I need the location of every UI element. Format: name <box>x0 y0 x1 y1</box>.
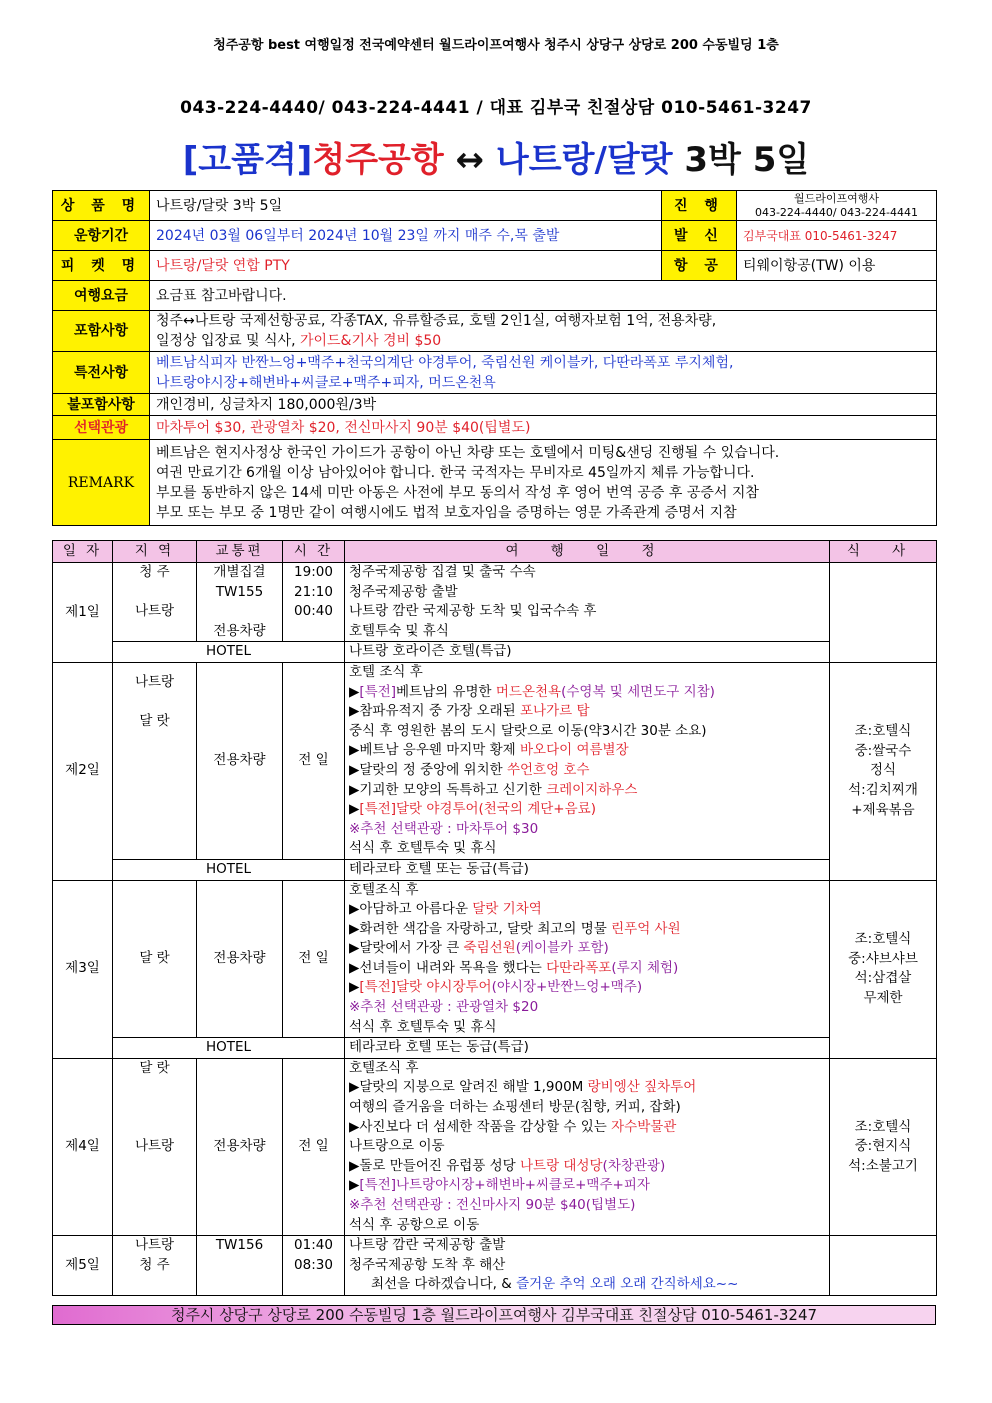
day4-itinerary <box>345 1058 830 1235</box>
day5-transport: TW156 <box>197 1236 283 1296</box>
page-title <box>0 138 992 182</box>
day2-hotel-row <box>53 859 937 880</box>
day3-item-4 <box>349 939 825 959</box>
day1-hotel-row <box>53 642 937 663</box>
day2-item-8 <box>349 800 825 820</box>
day4-item-9: 석식 후 공항으로 이동 <box>349 1216 480 1233</box>
agency-phone: 043-224-4440/ 043-224-4441 <box>754 205 919 219</box>
day2-label: 제2일 <box>53 662 113 880</box>
day3-hotel: 테라코타 호텔 또는 동급(특급) <box>345 1038 830 1059</box>
day2-item-7 <box>349 781 825 801</box>
day4-item-5: 나트랑으로 이동 <box>349 1138 445 1155</box>
day1-item-2: 청주국제공항 출발 <box>349 583 458 600</box>
included-line-1: 청주↔나트랑 국제선항공료, 각종TAX, 유류할증료, 호텔 2인1실, 여행자보험 1억, 전용차량, <box>156 313 717 329</box>
day5-closing-highlight: 즐거운 추억 오래 오래 간직하세요~~ <box>516 1276 739 1293</box>
day2-meal-3: 정식 <box>869 762 897 779</box>
included-line-2 <box>156 331 930 351</box>
day3-item-3-highlight: 린푸억 사원 <box>611 920 681 937</box>
included-label: 포함사항 <box>53 311 150 352</box>
day4-item-1: 호텔조식 후 <box>349 1059 419 1076</box>
period-label: 운항기간 <box>53 221 150 251</box>
day3-item-2-text: ▶아담하고 아름다운 <box>349 901 473 918</box>
day1-time-3: 00:40 <box>294 603 333 620</box>
day4-item-7 <box>349 1176 825 1196</box>
day3-item-1: 호텔조식 후 <box>349 881 419 898</box>
col-time-header: 시 간 <box>283 541 345 563</box>
header-phone-line: 043-224-4440/ 043-224-4441 / 대표 김부국 친절상담 010-5461-3247 <box>180 98 812 118</box>
day2-item-1: 호텔 조식 후 <box>349 663 423 680</box>
day3-item-3 <box>349 920 825 940</box>
day2-option: ※추천 선택관광 : 마차투어 $30 <box>349 820 539 837</box>
day5-time-1: 01:40 <box>294 1237 333 1254</box>
special-value <box>150 352 937 394</box>
day3-item-5-highlight: 다딴라폭포 <box>546 959 612 976</box>
day2-region <box>113 662 197 859</box>
col-transport-header: 교통편 <box>197 541 283 563</box>
day4-spacer-1 <box>113 1078 196 1098</box>
special-label: 특전사항 <box>53 352 150 394</box>
day3-row <box>53 880 937 1038</box>
day2-item-3-highlight: 포나가르 탑 <box>520 703 590 720</box>
day4-option: ※추천 선택관광 : 전신마사지 90분 $40(팁별도) <box>349 1197 636 1213</box>
day2-item-7-text: ▶기괴한 모양의 독특하고 신기한 <box>349 781 547 798</box>
day1-region-2: 나트랑 <box>134 603 175 620</box>
guide-fee-note: 가이드&기사 경비 $50 <box>299 333 442 349</box>
day3-item-6-highlight: [특전]달랏 야시장투어 <box>359 979 492 996</box>
day1-transport-3 <box>197 602 282 622</box>
day3-itinerary <box>345 880 830 1038</box>
day3-hotel-label: HOTEL <box>113 1038 345 1059</box>
day3-item-2 <box>349 900 825 920</box>
col-meal-header: 식 사 <box>830 541 937 563</box>
day2-region-2: 달 랏 <box>139 713 170 730</box>
day2-meal-5: +제육볶음 <box>851 801 915 818</box>
day3-item-5-note: (루지 체험) <box>611 959 679 976</box>
excluded-label: 불포함사항 <box>53 394 150 416</box>
day2-item-2-text: 베트남의 유명한 <box>396 683 496 700</box>
col-day-header: 일 자 <box>53 541 113 563</box>
day4-item-7-highlight: [특전]나트랑야시장+해변바+씨클로+맥주+피자 <box>359 1177 650 1194</box>
product-info-table <box>52 190 937 526</box>
day5-row <box>53 1236 937 1296</box>
day2-item-6-highlight: 쑤언흐엉 호수 <box>506 761 590 778</box>
title-prefix: [고품격] <box>182 140 313 180</box>
day1-region-1: 청 주 <box>139 564 170 580</box>
day4-transport: 전용차량 <box>197 1058 283 1235</box>
day3-option: ※추천 선택관광 : 관광열차 $20 <box>349 999 539 1016</box>
day4-meal-2: 중:현지식 <box>854 1138 912 1155</box>
day4-region <box>113 1058 197 1235</box>
airline-value: 티웨이항공(TW) 이용 <box>737 251 937 281</box>
airline-label: 항 공 <box>662 251 737 281</box>
day3-item-5 <box>349 959 825 979</box>
day5-item-2: 청주국제공항 도착 후 해산 <box>349 1256 506 1273</box>
day3-meal-3: 석:삼겹살 <box>854 970 912 987</box>
day3-item-6-note: (야시장+반짠느엉+맥주) <box>491 979 643 996</box>
day1-itinerary <box>345 563 830 642</box>
day1-label: 제1일 <box>53 563 113 663</box>
day1-meals <box>830 563 937 663</box>
day4-item-6-highlight: 나트랑 대성당 <box>520 1157 603 1174</box>
day4-item-2-highlight: 랑비엥산 짚차투어 <box>587 1079 697 1096</box>
bullet-icon: ▶ <box>349 801 360 818</box>
day4-region-1: 달 랏 <box>139 1059 170 1076</box>
day4-item-6-note: (차창관광) <box>602 1157 666 1174</box>
day3-item-4-text: ▶달랏에서 가장 큰 <box>349 940 464 957</box>
special-line-1: 베트남식피자 반짠느엉+맥주+천국의계단 야경투어, 죽림선원 케이블카, 다딴라폭포 루지체험, <box>156 354 734 371</box>
day5-closing-text: 최선을 다하겠습니다, & <box>371 1276 517 1293</box>
day2-item-2 <box>349 683 825 703</box>
day2-item-4: 중식 후 영원한 봄의 도시 달랏으로 이동(약3시간 30분 소요) <box>349 722 707 739</box>
day1-region <box>113 563 197 642</box>
day5-itinerary <box>345 1236 830 1296</box>
day5-item-1: 나트랑 깜란 국제공항 출발 <box>349 1237 506 1254</box>
remark-line-1: 베트남은 현지사정상 한국인 가이드가 공항이 아닌 차량 또는 호텔에서 미팅&샌딩 진행될 수 있습니다. <box>156 444 780 461</box>
day1-transport-2: TW155 <box>215 583 264 600</box>
excluded-value: 개인경비, 싱글차지 180,000원/3박 <box>150 394 937 416</box>
included-value <box>150 311 937 352</box>
day4-item-4-text: ▶사진보다 더 섬세한 작품을 감상할 수 있는 <box>349 1118 612 1135</box>
day2-item-5 <box>349 741 825 761</box>
day1-item-3: 나트랑 깜란 국제공항 도착 및 입국수속 후 <box>349 603 597 620</box>
day4-spacer-2 <box>113 1098 196 1118</box>
day2-meal-2: 중:쌀국수 <box>854 742 912 759</box>
day2-meal-1: 조:호텔식 <box>854 723 912 740</box>
day2-item-10: 석식 후 호텔투숙 및 휴식 <box>349 840 497 857</box>
day4-time: 전 일 <box>283 1058 345 1235</box>
product-name-label: 상 품 명 <box>53 191 150 221</box>
product-name-value: 나트랑/달랏 3박 5일 <box>150 191 662 221</box>
day3-meal-1: 조:호텔식 <box>854 930 912 947</box>
bullet-icon: ▶ <box>349 1177 360 1194</box>
option-label: 선택관광 <box>53 416 150 440</box>
sender-label: 발 신 <box>662 221 737 251</box>
day4-item-3: 여행의 즐거움을 더하는 쇼핑센터 방문(침향, 커피, 잡화) <box>349 1099 681 1116</box>
day3-hotel-row <box>53 1038 937 1059</box>
day3-item-6 <box>349 978 825 998</box>
col-region-header: 지 역 <box>113 541 197 563</box>
day2-hotel-label: HOTEL <box>113 859 345 880</box>
title-from: 청주공항 <box>312 140 444 180</box>
day3-label: 제3일 <box>53 880 113 1058</box>
header-address-line: 청주공항 best 여행일정 전국예약센터 월드라이프여행사 청주시 상당구 상당로 200 수동빌딩 1층 <box>213 38 779 53</box>
day5-closing <box>349 1275 825 1295</box>
day3-item-2-highlight: 달랏 기차역 <box>472 901 542 918</box>
day2-transport: 전용차량 <box>197 662 283 859</box>
sender-value: 김부국대표 010-5461-3247 <box>737 221 937 251</box>
period-value: 2024년 03월 06일부터 2024년 10월 23일 까지 매주 수,목 출발 <box>150 221 662 251</box>
day1-times <box>283 563 345 642</box>
fee-value: 요금표 참고바랍니다. <box>150 281 937 311</box>
remark-value <box>150 440 937 526</box>
day2-item-2-highlight: 머드온천욕 <box>495 683 562 700</box>
day2-time: 전 일 <box>283 662 345 859</box>
itinerary-table <box>52 540 937 1296</box>
included-line-2a: 일정상 입장료 및 식사, <box>156 333 300 349</box>
day1-hotel: 나트랑 호라이즌 호텔(특급) <box>345 642 830 663</box>
day1-hotel-label: HOTEL <box>113 642 345 663</box>
day2-meal-4: 석:김치찌개 <box>848 782 918 799</box>
day1-time-2: 21:10 <box>294 583 333 600</box>
day5-region <box>113 1236 197 1296</box>
day2-region-1: 나트랑 <box>134 673 175 690</box>
col-itinerary-header: 여 행 일 정 <box>345 541 830 563</box>
option-value: 마차투어 $30, 관광열차 $20, 전신마사지 90분 $40(팁별도) <box>150 416 937 440</box>
day3-item-5-text: ▶선녀들이 내려와 목욕을 했다는 <box>349 959 547 976</box>
day4-item-2 <box>349 1078 825 1098</box>
day2-item-6-text: ▶달랏의 정 중앙에 위치한 <box>349 761 507 778</box>
agency-name: 월드라이프여행사 <box>793 191 879 205</box>
bullet-icon: ▶ <box>349 979 360 996</box>
day4-spacer-3 <box>113 1118 196 1138</box>
day3-item-3-text: ▶화려한 색감을 자랑하고, 달랏 최고의 명물 <box>349 920 612 937</box>
day5-label: 제5일 <box>53 1236 113 1296</box>
remark-line-3: 부모를 동반하지 않은 14세 미만 아동은 사전에 부모 동의서 작성 후 영어 번역 공증 후 공증서 지참 <box>156 484 759 501</box>
day4-item-4 <box>349 1118 825 1138</box>
day4-item-2-text: ▶달랏의 지붕으로 알려진 해발 1,900M <box>349 1079 588 1096</box>
day1-transport-4: 전용차량 <box>213 622 266 639</box>
day3-item-8: 석식 후 호텔투숙 및 휴식 <box>349 1018 497 1035</box>
day2-hotel: 테라코타 호텔 또는 동급(특급) <box>345 859 830 880</box>
day2-item-8-highlight: [특전]달랏 야경투어(천국의 계단+음료) <box>359 801 596 818</box>
day4-meals <box>830 1058 937 1235</box>
ticket-label: 피 켓 명 <box>53 251 150 281</box>
special-tag: [특전] <box>359 683 397 700</box>
day2-item-7-highlight: 크레이지하우스 <box>546 781 638 798</box>
day3-meal-4: 무제한 <box>863 989 903 1006</box>
day3-meals <box>830 880 937 1058</box>
fee-label: 여행요금 <box>53 281 150 311</box>
day4-item-6-text: ▶돌로 만들어진 유럽풍 성당 <box>349 1157 520 1174</box>
day1-transport-1: 개별집결 <box>213 564 266 580</box>
day2-item-2-note: (수영복 및 세면도구 지참) <box>561 683 715 700</box>
day5-region-2: 청 주 <box>139 1256 170 1273</box>
day2-item-3 <box>349 702 825 722</box>
day1-region-spacer <box>113 583 196 603</box>
progress-label: 진 행 <box>662 191 737 221</box>
day3-time: 전 일 <box>283 880 345 1038</box>
footer-contact-bar: 청주시 상당구 상당로 200 수동빌딩 1층 월드라이프여행사 김부국대표 친절상담 010-5461-3247 <box>52 1305 936 1325</box>
day2-item-5-highlight: 바오다이 여름별장 <box>520 742 629 759</box>
day4-meal-3: 석:소불고기 <box>848 1157 918 1174</box>
day3-transport: 전용차량 <box>197 880 283 1038</box>
title-duration: 3박 5일 <box>672 140 810 180</box>
remark-label: REMARK <box>53 440 150 526</box>
progress-value <box>737 191 937 221</box>
title-arrow: ↔ <box>443 140 496 180</box>
day5-region-1: 나트랑 <box>134 1237 175 1254</box>
day4-row <box>53 1058 937 1235</box>
day2-item-6 <box>349 761 825 781</box>
day2-row <box>53 662 937 859</box>
day5-times <box>283 1236 345 1296</box>
day2-itinerary <box>345 662 830 859</box>
day3-item-4-note: (케이블카 포함) <box>515 940 609 957</box>
day2-region-spacer <box>113 693 196 713</box>
day4-item-4-highlight: 자수박물관 <box>611 1118 677 1135</box>
itinerary-header-row <box>53 541 937 563</box>
day4-meal-1: 조:호텔식 <box>854 1118 912 1135</box>
day2-meals <box>830 662 937 880</box>
day2-item-3-text: ▶참파유적지 중 가장 오래된 <box>349 703 520 720</box>
day1-time-1: 19:00 <box>294 564 333 580</box>
day4-item-6 <box>349 1157 825 1177</box>
bullet-icon: ▶ <box>349 683 360 700</box>
day4-label: 제4일 <box>53 1058 113 1235</box>
day1-item-4: 호텔투숙 및 휴식 <box>349 622 449 639</box>
day1-item-1: 청주국제공항 집결 및 출국 수속 <box>349 564 536 580</box>
day1-transport <box>197 563 283 642</box>
day3-meal-2: 중:샤브샤브 <box>848 950 918 967</box>
day3-region: 달 랏 <box>113 880 197 1038</box>
title-to: 나트랑/달랏 <box>495 140 673 180</box>
remark-line-4: 부모 또는 부모 중 1명만 같이 여행시에도 법적 보호자임을 증명하는 영문 가족관계 증명서 지참 <box>156 504 737 521</box>
day3-item-4-highlight: 죽림선원 <box>463 940 516 957</box>
day1-row <box>53 563 937 642</box>
ticket-value: 나트랑/달랏 연합 PTY <box>150 251 662 281</box>
day2-item-5-text: ▶베트남 응우웬 마지막 황제 <box>349 742 520 759</box>
remark-line-2: 여권 만료기간 6개월 이상 남아있어야 합니다. 한국 국적자는 무비자로 45일까지 체류 가능합니다. <box>156 464 755 481</box>
day5-meals <box>830 1236 937 1296</box>
special-line-2: 나트랑야시장+해변바+씨클로+맥주+피자, 머드온천욕 <box>156 374 496 391</box>
day4-region-2: 나트랑 <box>134 1138 175 1155</box>
day5-time-2: 08:30 <box>294 1256 333 1273</box>
